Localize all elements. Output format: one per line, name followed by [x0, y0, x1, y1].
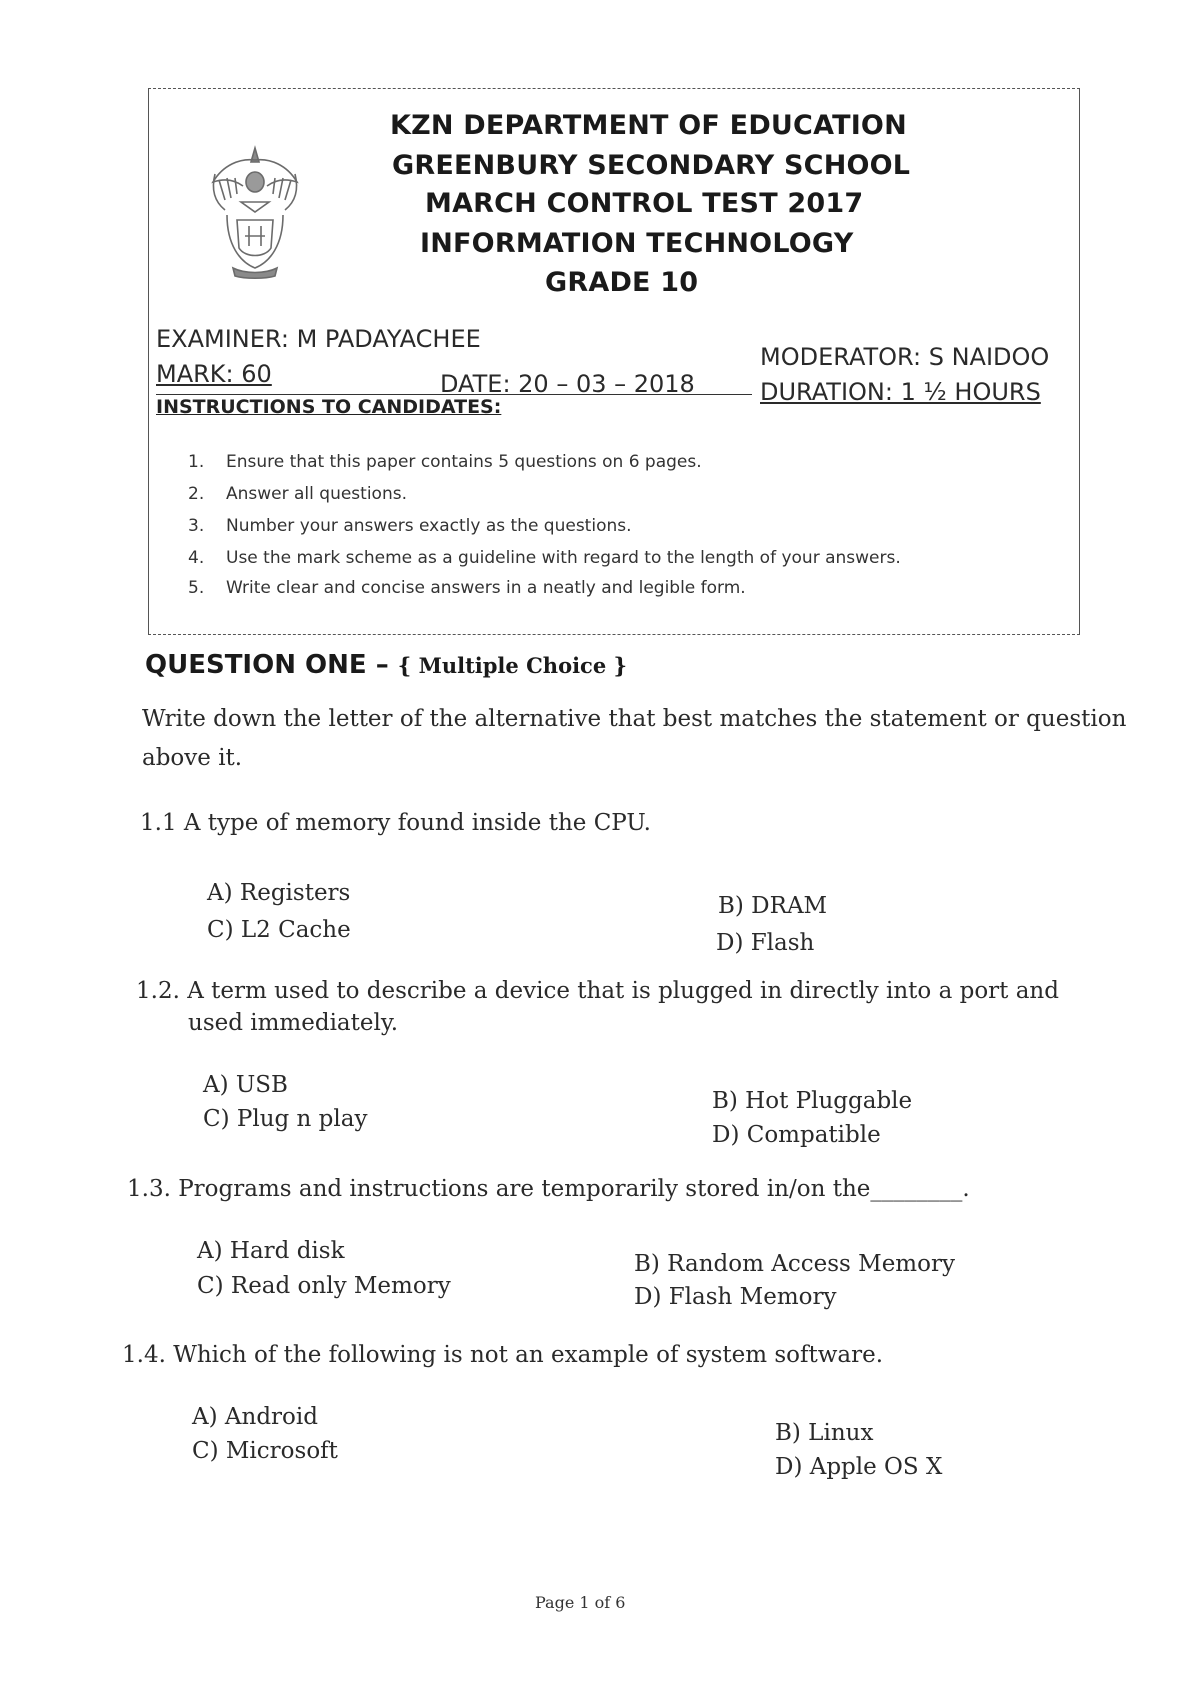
- question-1-1: 1.1 A type of memory found inside the CPU.: [140, 810, 651, 836]
- instruction-item: 3. Number your answers exactly as the questions.: [188, 516, 632, 536]
- instruction-item: 5. Write clear and concise answers in a neatly and legible form.: [188, 578, 746, 598]
- instruction-item: 2. Answer all questions.: [188, 484, 407, 504]
- duration-label: DURATION: 1 ½ HOURS: [760, 378, 1041, 406]
- question-1-2-cont: used immediately.: [188, 1010, 399, 1036]
- examiner-label: EXAMINER: M PADAYACHEE: [156, 325, 481, 353]
- mark-label: MARK: 60: [156, 360, 272, 388]
- option-c: C) Plug n play: [203, 1106, 368, 1132]
- option-a: A) USB: [203, 1072, 288, 1098]
- header-test-name: MARCH CONTROL TEST 2017: [425, 188, 864, 219]
- option-c: C) Read only Memory: [197, 1273, 451, 1299]
- option-c: C) Microsoft: [192, 1438, 338, 1464]
- option-c: C) L2 Cache: [207, 917, 351, 943]
- instruction-item: 4. Use the mark scheme as a guideline with regard to the length of your answers.: [188, 548, 901, 568]
- instruction-item: 1. Ensure that this paper contains 5 questions on 6 pages.: [188, 452, 702, 472]
- question-1-4: 1.4. Which of the following is not an example of system software.: [122, 1342, 884, 1368]
- option-d: D) Flash Memory: [634, 1284, 837, 1310]
- option-a: A) Registers: [207, 880, 351, 906]
- option-b: B) Random Access Memory: [634, 1251, 955, 1277]
- header-school: GREENBURY SECONDARY SCHOOL: [392, 150, 911, 181]
- question-1-3: 1.3. Programs and instructions are temporarily stored in/on the________.: [127, 1176, 970, 1202]
- option-d: D) Apple OS X: [775, 1454, 943, 1480]
- option-a: A) Hard disk: [197, 1238, 345, 1264]
- option-b: B) Linux: [775, 1420, 874, 1446]
- coat-of-arms-logo: [205, 140, 305, 280]
- question-1-2: 1.2. A term used to describe a device that is plugged in directly into a port and: [136, 978, 1059, 1004]
- header-department: KZN DEPARTMENT OF EDUCATION: [390, 110, 907, 141]
- moderator-label: MODERATOR: S NAIDOO: [760, 343, 1050, 371]
- header-grade: GRADE 10: [545, 267, 699, 298]
- question-one-heading: QUESTION ONE – { Multiple Choice }: [145, 650, 628, 680]
- question-intro-cont: above it.: [142, 745, 243, 771]
- option-d: D) Compatible: [712, 1122, 881, 1148]
- option-b: B) Hot Pluggable: [712, 1088, 913, 1114]
- option-b: B) DRAM: [718, 893, 828, 919]
- instructions-title: INSTRUCTIONS TO CANDIDATES:: [156, 396, 502, 418]
- option-a: A) Android: [192, 1404, 318, 1430]
- header-subject: INFORMATION TECHNOLOGY: [420, 228, 854, 259]
- option-d: D) Flash: [716, 930, 815, 956]
- page-number: Page 1 of 6: [535, 1593, 626, 1612]
- meta-divider: [156, 394, 752, 395]
- date-label: DATE: 20 – 03 – 2018: [440, 370, 695, 398]
- question-intro: Write down the letter of the alternative that best matches the statement or question: [142, 706, 1127, 732]
